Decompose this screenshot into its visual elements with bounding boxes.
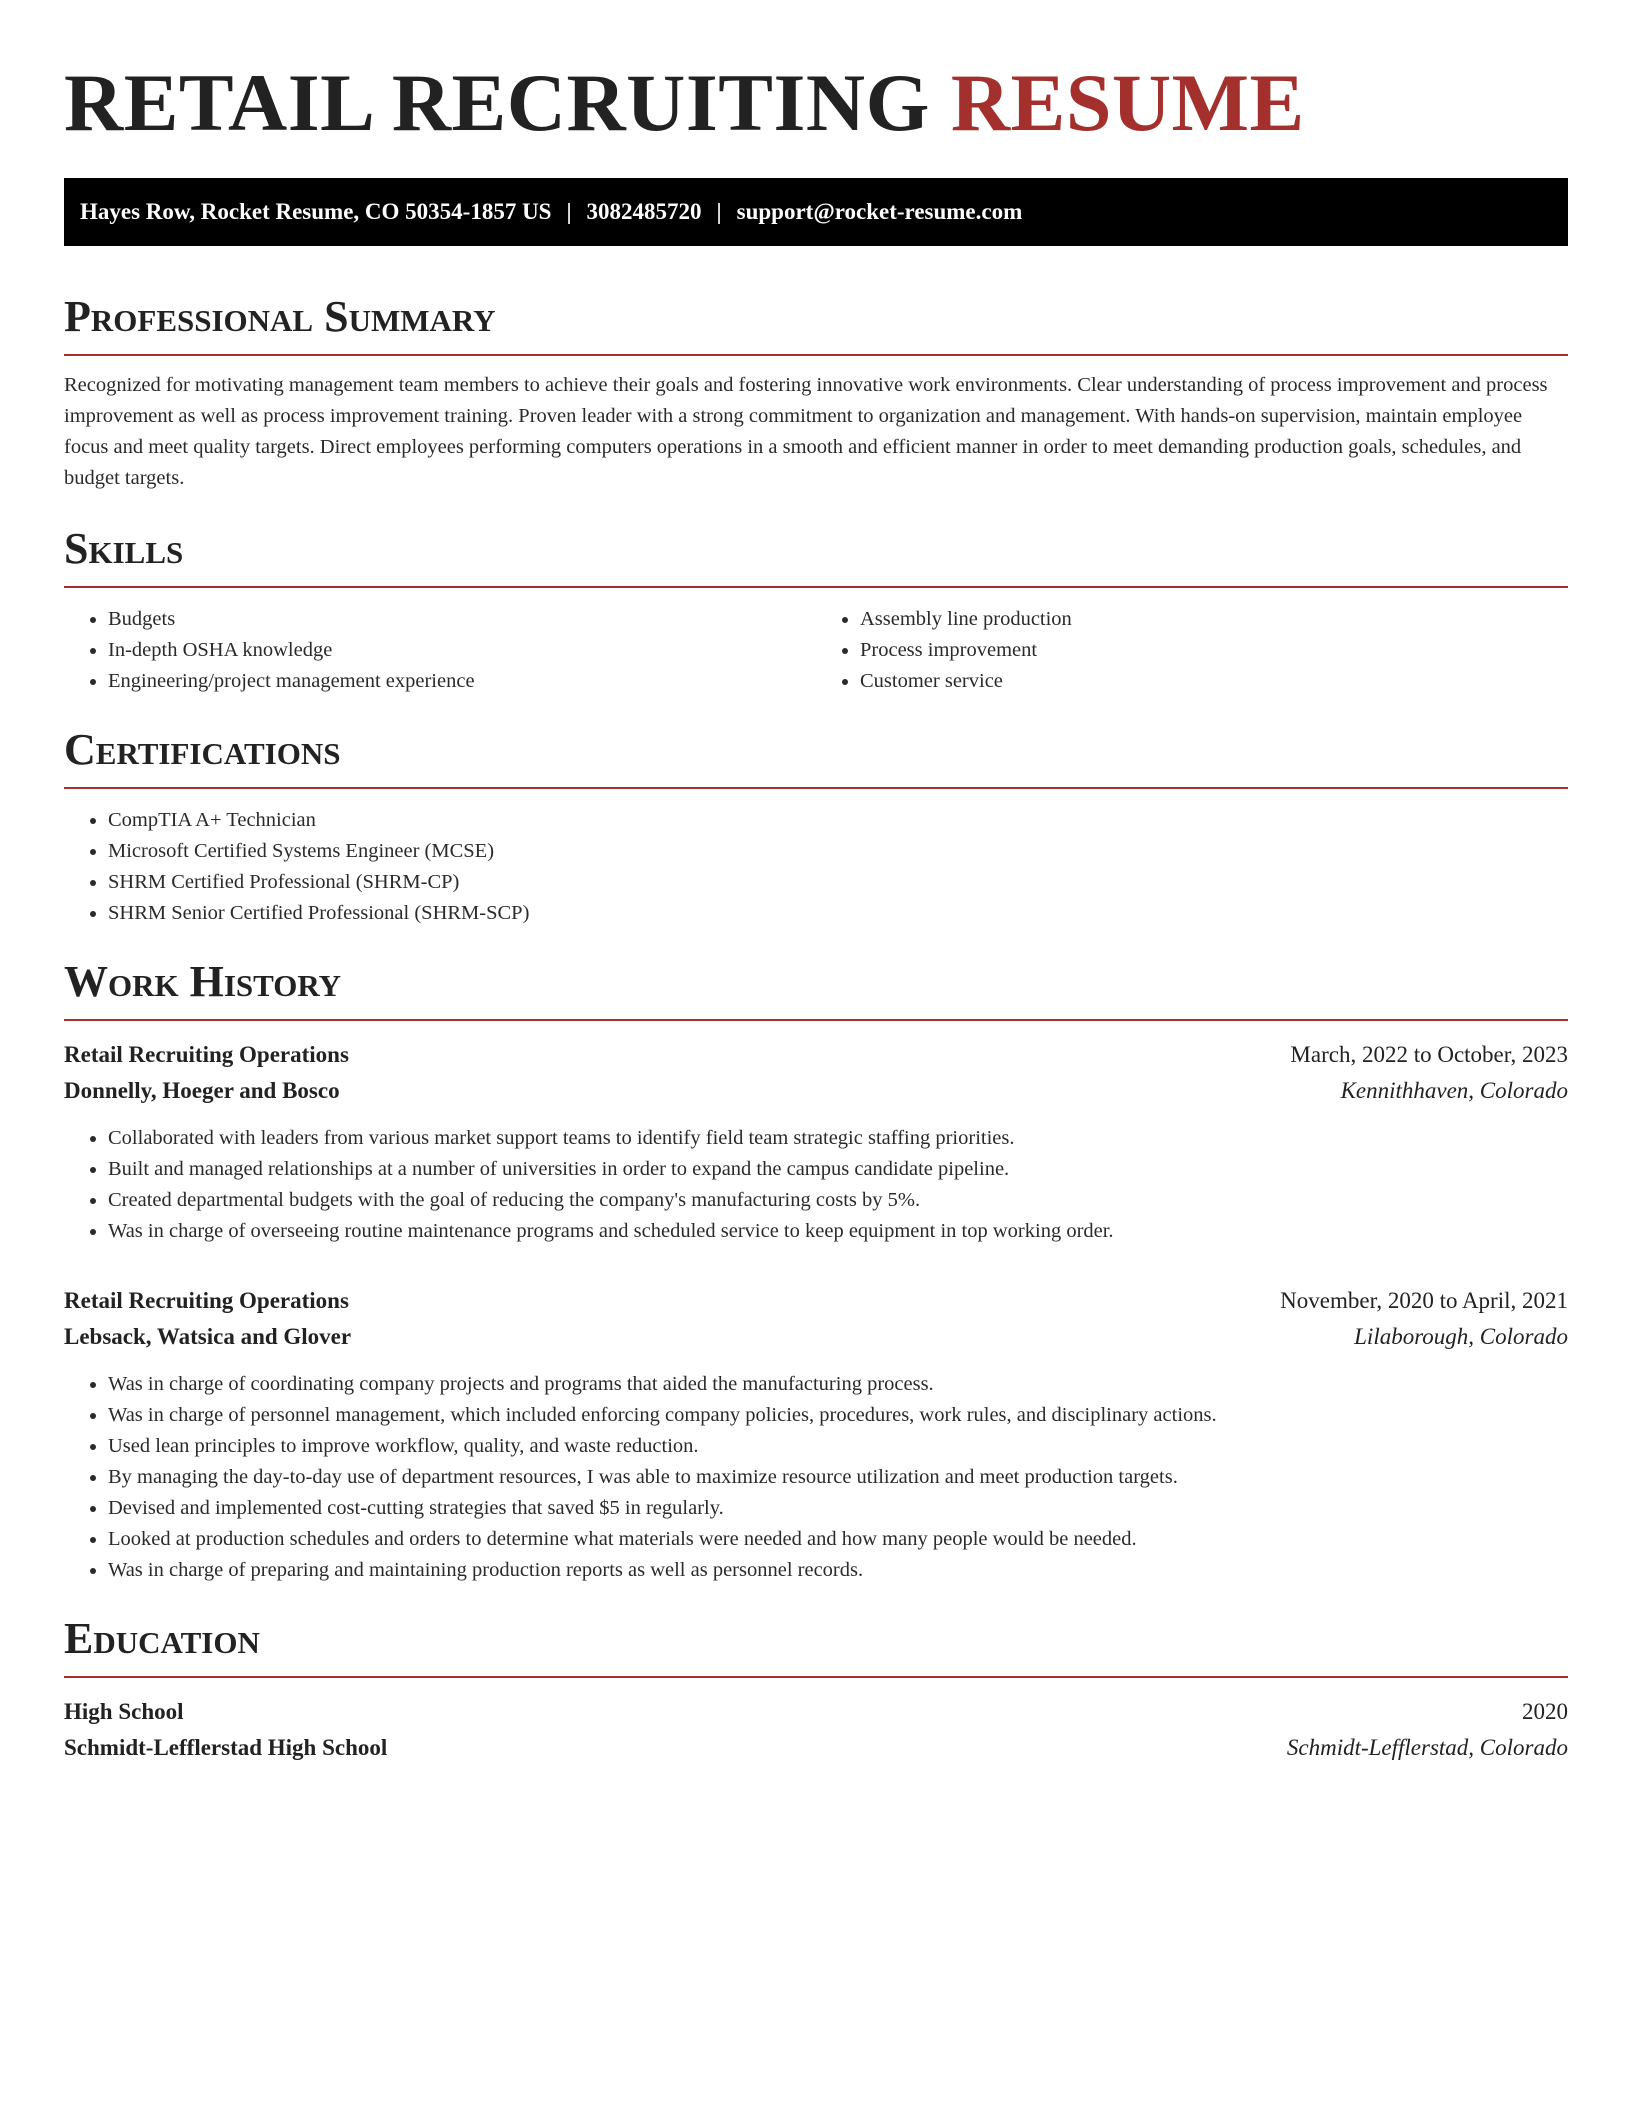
job-bullet: • Looked at production schedules and orders to determine what materials were needed and how many people would be needed. — [108, 1524, 1568, 1555]
skill-item: • Budgets — [108, 604, 816, 635]
contact-phone: 3082485720 — [586, 199, 702, 224]
contact-separator: | — [716, 199, 722, 224]
certifications-section — [64, 723, 1568, 929]
skill-item: • Process improvement — [860, 635, 1568, 666]
title-main: RETAIL RECRUITING — [64, 57, 930, 148]
education-school: Schmidt-Lefflerstad High School — [64, 1735, 388, 1760]
job-title: Retail Recruiting Operations — [64, 1288, 349, 1313]
contact-separator: | — [566, 199, 572, 224]
education-entry — [64, 1694, 1568, 1766]
job-bullet: • Was in charge of preparing and maintaining production reports as well as personnel records. — [108, 1555, 1568, 1586]
education-degree: High School — [64, 1699, 184, 1724]
skill-item: • Customer service — [860, 666, 1568, 697]
skill-item: • Assembly line production — [860, 604, 1568, 635]
section-divider — [64, 1676, 1568, 1678]
education-section — [64, 1612, 1568, 1766]
work-history-section — [64, 955, 1568, 1586]
job-dates: November, 2020 to April, 2021 — [1280, 1288, 1568, 1313]
job-bullet: • Built and managed relationships at a number of universities in order to expand the campus candidate pipeline. — [108, 1154, 1568, 1185]
job-location: Lilaborough, Colorado — [1354, 1324, 1568, 1349]
education-year: 2020 — [1522, 1699, 1568, 1724]
job-company: Lebsack, Watsica and Glover — [64, 1324, 352, 1349]
title-accent: RESUME — [950, 57, 1305, 148]
job-company-row — [64, 1319, 1568, 1355]
certification-item: • CompTIA A+ Technician — [108, 805, 1568, 836]
section-divider — [64, 354, 1568, 356]
job-header-row — [64, 1037, 1568, 1073]
job-entry — [64, 1037, 1568, 1247]
certification-item: • SHRM Certified Professional (SHRM-CP) — [108, 867, 1568, 898]
job-header-row — [64, 1283, 1568, 1319]
skills-section — [64, 522, 1568, 697]
job-bullet: • Was in charge of coordinating company projects and programs that aided the manufacturing process. — [108, 1369, 1568, 1400]
job-bullets — [64, 1123, 1568, 1247]
job-bullet: • Devised and implemented cost-cutting strategies that saved $5 in regularly. — [108, 1493, 1568, 1524]
job-title: Retail Recruiting Operations — [64, 1042, 349, 1067]
job-bullet: • Was in charge of overseeing routine maintenance programs and scheduled service to keep equipment in top working order. — [108, 1216, 1568, 1247]
job-bullets — [64, 1369, 1568, 1586]
contact-bar — [64, 178, 1568, 246]
section-divider — [64, 787, 1568, 789]
section-heading: Education — [64, 1614, 260, 1663]
skills-list-right — [816, 604, 1568, 697]
certification-item: • Microsoft Certified Systems Engineer (MCSE) — [108, 836, 1568, 867]
summary-section — [64, 290, 1568, 494]
job-bullet: • Was in charge of personnel management, which included enforcing company policies, procedures, work rules, and disciplinary actions. — [108, 1400, 1568, 1431]
certifications-list — [64, 805, 1568, 929]
job-bullet: • Created departmental budgets with the goal of reducing the company's manufacturing costs by 5%. — [108, 1185, 1568, 1216]
education-header-row — [64, 1694, 1568, 1730]
summary-text: Recognized for motivating management team members to achieve their goals and fostering innovative work environments. Clear understanding of process improvement and process improvement as well as process improvement training. Proven leader with a strong commitment to organization and management. With hands-on supervision, maintain employee focus and meet quality targets. Direct employees performing computers operations in a smooth and efficient manner in order to meet demanding production goals, schedules, and budget targets. — [64, 374, 1548, 489]
job-location: Kennithhaven, Colorado — [1340, 1078, 1568, 1103]
certification-item: • SHRM Senior Certified Professional (SHRM-SCP) — [108, 898, 1568, 929]
job-bullet: • By managing the day-to-day use of department resources, I was able to maximize resource utilization and meet production targets. — [108, 1462, 1568, 1493]
skill-item: • Engineering/project management experience — [108, 666, 816, 697]
education-location: Schmidt-Lefflerstad, Colorado — [1286, 1735, 1568, 1760]
job-company: Donnelly, Hoeger and Bosco — [64, 1078, 340, 1103]
job-bullet: • Used lean principles to improve workflow, quality, and waste reduction. — [108, 1431, 1568, 1462]
education-school-row — [64, 1730, 1568, 1766]
job-entry — [64, 1283, 1568, 1586]
job-bullet: • Collaborated with leaders from various market support teams to identify field team strategic staffing priorities. — [108, 1123, 1568, 1154]
section-heading: Work History — [64, 957, 342, 1006]
skills-grid — [64, 588, 1568, 697]
contact-email: support@rocket-resume.com — [736, 199, 1023, 224]
resume-title — [64, 48, 1568, 158]
contact-address: Hayes Row, Rocket Resume, CO 50354-1857 US — [80, 199, 552, 224]
job-company-row — [64, 1073, 1568, 1109]
section-heading: Skills — [64, 524, 184, 573]
job-dates: March, 2022 to October, 2023 — [1290, 1042, 1568, 1067]
section-divider — [64, 1019, 1568, 1021]
section-heading: Professional Summary — [64, 292, 496, 341]
section-heading: Certifications — [64, 725, 341, 774]
skills-list-left — [64, 604, 816, 697]
skill-item: • In-depth OSHA knowledge — [108, 635, 816, 666]
